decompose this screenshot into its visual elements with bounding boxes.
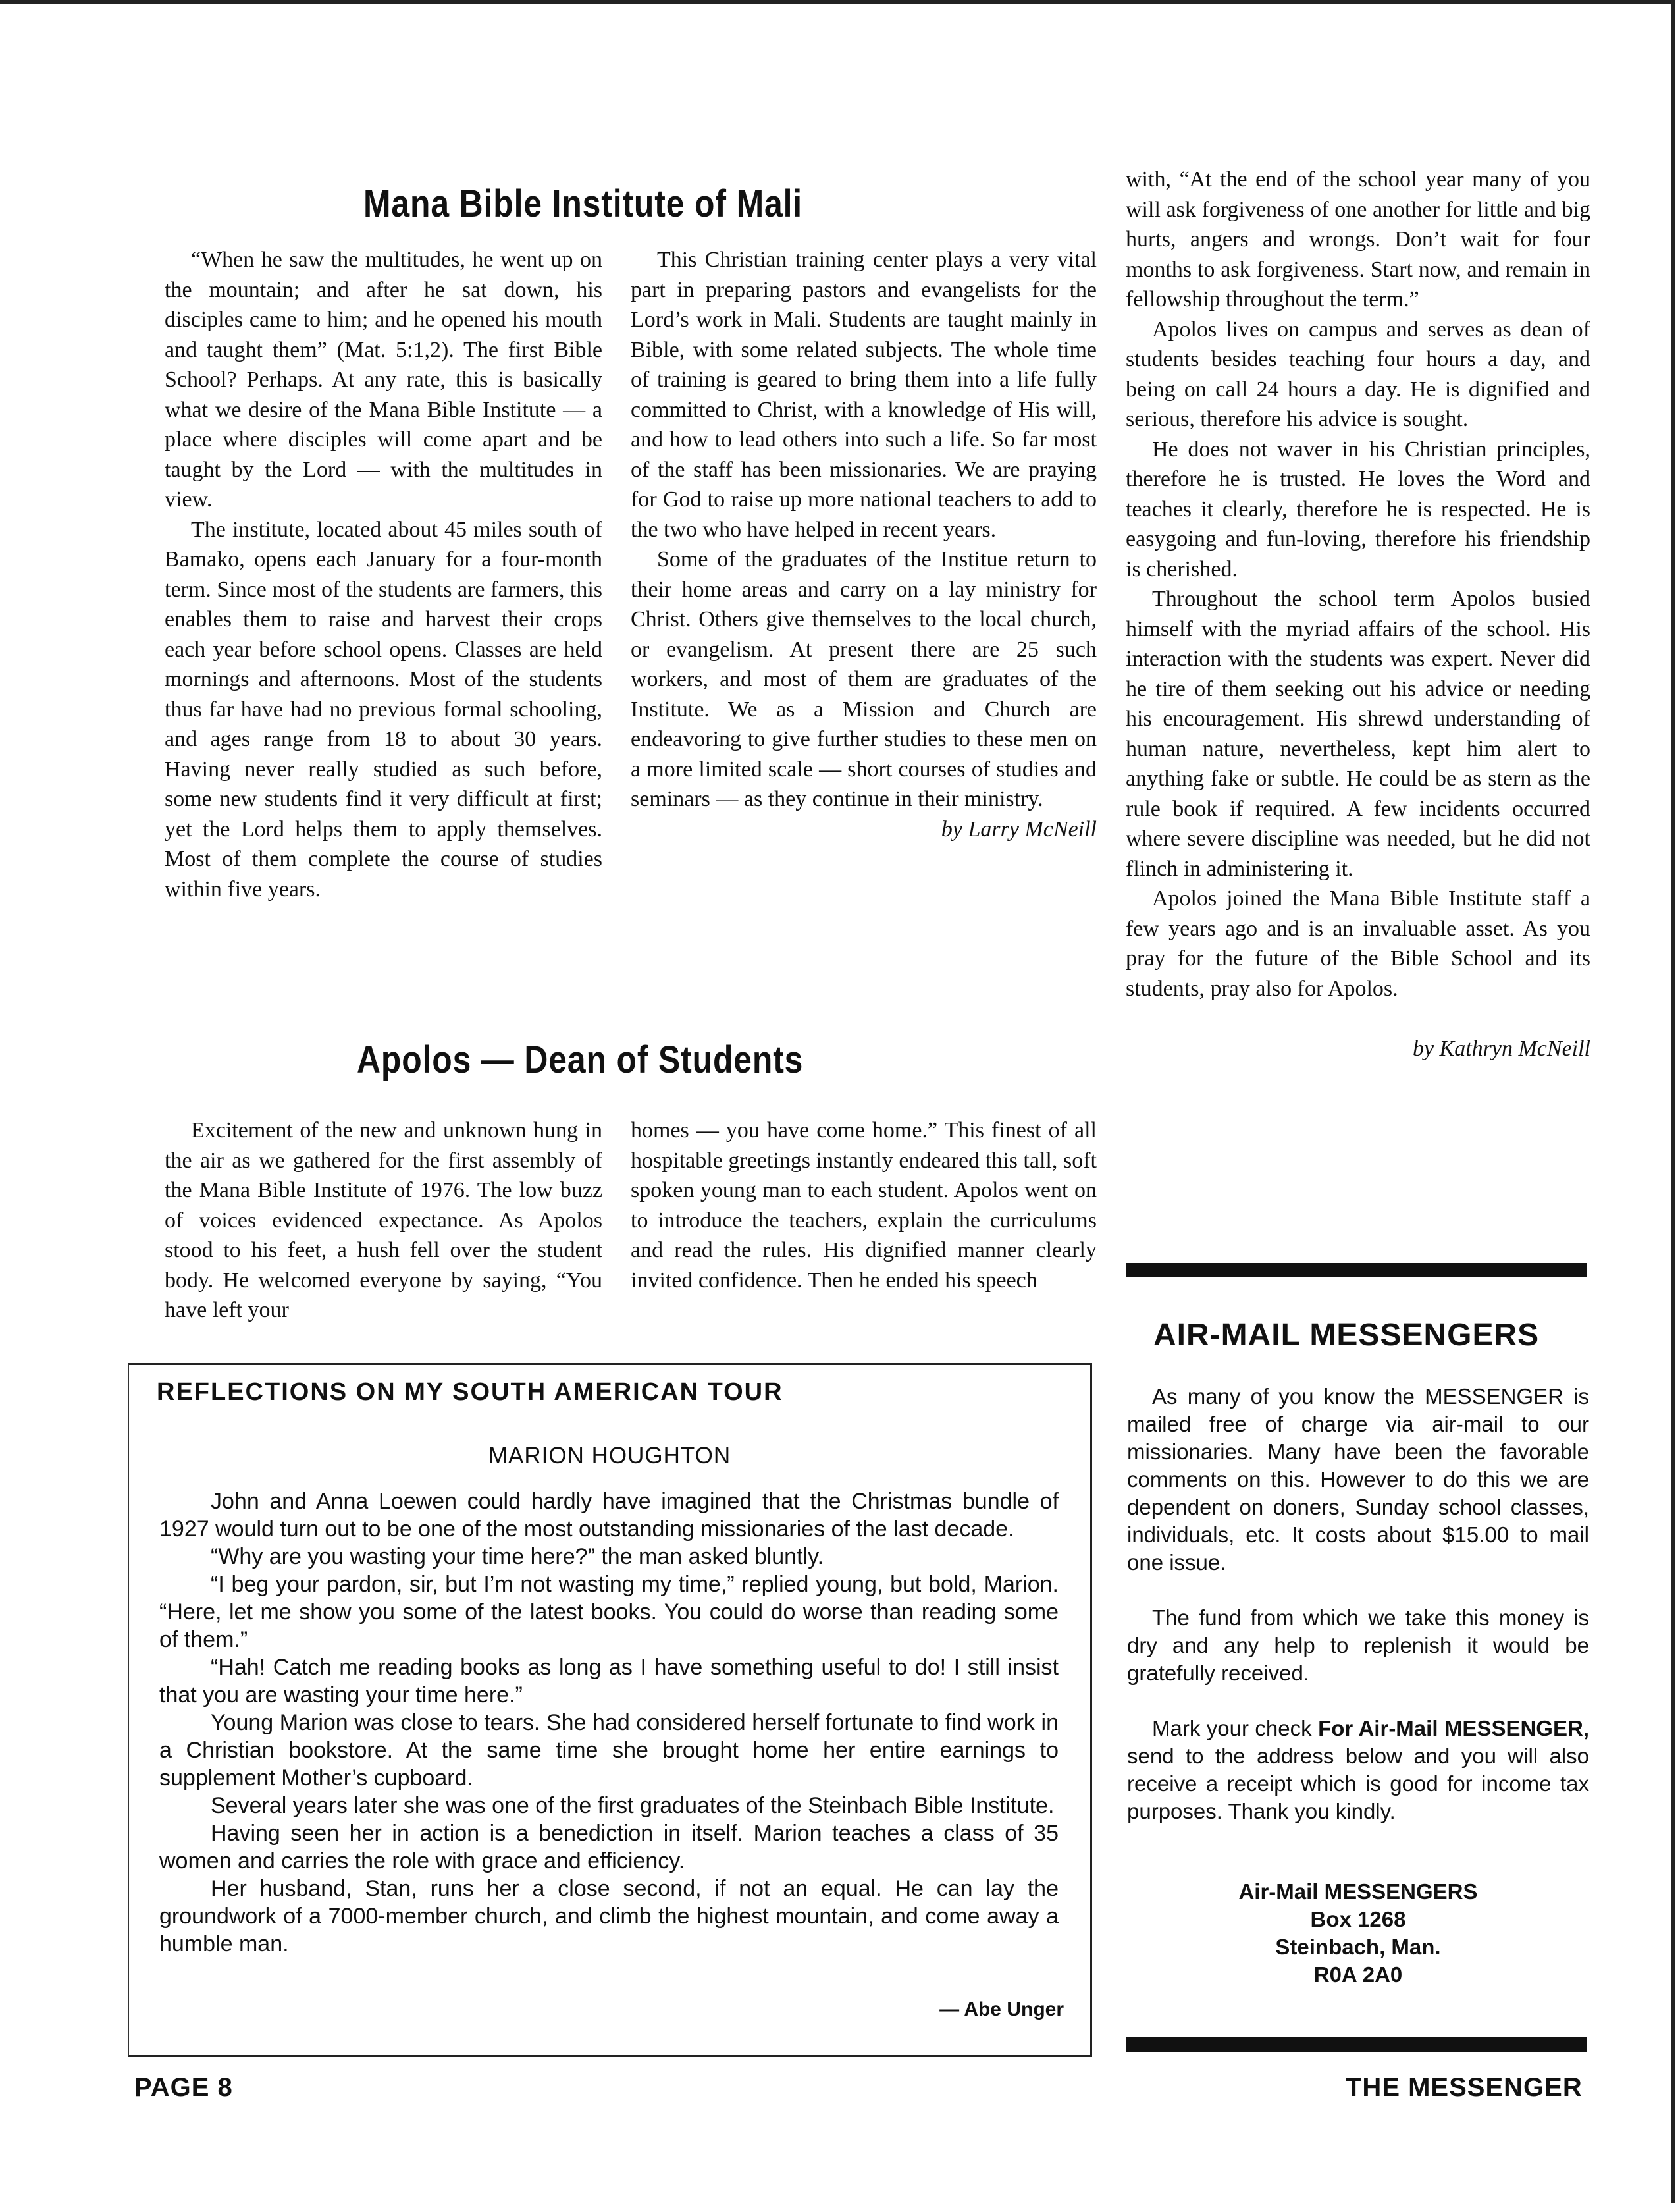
reflections-paragraph: Her husband, Stan, runs her a close second, if not an equal. He can lay the groundwork of a 7000-member church, and climb the highest mountain, and come away a humble man. [159, 1876, 1059, 1956]
address-line: Steinbach, Man. [1275, 1935, 1441, 1959]
apolos-byline: by Kathryn McNeill [1412, 1036, 1590, 1061]
reflections-box [128, 1363, 1092, 2057]
reflections-paragraph: Having seen her in action is a benediction in itself. Marion teaches a class of 35 women and carries the role with grace and efficiency. [159, 1821, 1059, 1873]
mana-col2-paragraph [631, 545, 1097, 842]
apolos-col3-paragraph: with, “At the end of the school year many of you will ask forgiveness of one another for little and big hurts, angers and wrongs. Don’t wait for four months to ask forgiveness. Start now, and remain in fellowship throughout the term.” [1126, 167, 1590, 311]
reflections-paragraph: “I beg your pardon, sir, but I’m not wasting my time,” replied young, but bold, Marion. “Here, let me show you some of the latest books. You could do worse than reading some of them.” [159, 1572, 1059, 1652]
mana-col2-last-text: Some of the graduates of the Institue return to their home areas and carry on a lay ministry for Christ. Others give themselves to the local church, or evangelism. At present there are 25 such workers, and most of them are graduates of the Institute. We as a Mission and Church are endeavoring to give further studies to these men on a more limited scale — short courses of studies and seminars — as they continue in their ministry. [631, 547, 1097, 811]
apolos-col3-paragraph: Apolos lives on campus and serves as dean of students besides teaching four hours a day, and being on call 24 hours a day. He is dignified and serious, therefore his advice is sought. [1126, 317, 1590, 431]
address-line: Air-Mail MESSENGERS [1238, 1879, 1478, 1904]
mana-article-title: Mana Bible Institute of Mali [363, 182, 803, 225]
page-number: PAGE 8 [134, 2073, 233, 2102]
airmail-check-bold: For Air-Mail MESSENGER, [1318, 1716, 1589, 1740]
apolos-column-3 [1126, 165, 1590, 1064]
airmail-bottom-rule [1126, 2037, 1587, 2052]
apolos-column-1 [165, 1115, 602, 1326]
airmail-check-lead: Mark your check [1152, 1716, 1312, 1740]
airmail-check-rest: send to the address below and you will also receive a receipt which is good for income tax purposes. Thank you kindly. [1127, 1744, 1589, 1823]
reflections-paragraph: “Why are you wasting your time here?” the man asked bluntly. [211, 1544, 824, 1569]
reflections-paragraph: Several years later she was one of the first graduates of the Steinbach Bible Institute. [211, 1793, 1055, 1818]
reflections-paragraph: “Hah! Catch me reading books as long as I have something useful to do! I still insist that you are wasting your time here.” [159, 1655, 1059, 1707]
airmail-title: AIR-MAIL MESSENGERS [1153, 1318, 1540, 1353]
apolos-col3-paragraph: He does not waver in his Christian principles, therefore he is trusted. He loves the Word and teaches it clearly, therefore he is respected. He is easygoing and fun-loving, therefore his friendship is cherished. [1126, 437, 1590, 581]
mana-column-1 [165, 245, 602, 904]
apolos-article-title: Apolos — Dean of Students [357, 1038, 804, 1081]
apolos-col3-paragraph: Apolos joined the Mana Bible Institute staff a few years ago and is an invaluable asset. As you pray for the future of the Bible School and its students, pray also for Apolos. [1126, 886, 1590, 1001]
airmail-address [1127, 1878, 1589, 1989]
reflections-paragraph: Young Marion was close to tears. She had considered herself fortunate to find work in a Christian bookstore. At the same time she brought home her entire earnings to supplement Mother’s cupboard. [159, 1710, 1059, 1790]
airmail-paragraph: The fund from which we take this money is dry and any help to replenish it would be gratefully received. [1127, 1605, 1589, 1685]
publication-name: THE MESSENGER [1346, 2073, 1583, 2102]
airmail-check-paragraph [1127, 1715, 1589, 1825]
mana-col1-paragraph: “When he saw the multitudes, he went up on the mountain; and after he sat down, his disciples came to him; and he opened his mouth and taught them” (Mat. 5:1,2). The first Bible School? Perhaps. At any rate, this is basically what we desire of the Mana Bible Institute — a place where disciples will come apart and be taught by the Lord — with the multitudes in view. [165, 248, 602, 512]
airmail-paragraph: As many of you know the MESSENGER is mailed free of charge via air-mail to our missionaries. Many have been the favorable comments on this. However to do this we are dependent on doners, Sunday school classes, individuals, etc. It costs about $15.00 to mail one issue. [1127, 1384, 1589, 1574]
mana-column-2 [631, 245, 1097, 844]
mana-col2-paragraph: This Christian training center plays a very vital part in preparing pastors and evangelists for the Lord’s work in Mali. Students are taught mainly in Bible, with some related subjects. The whole time of training is geared to bring them into a life fully committed to Christ, with a knowledge of His will, and how to lead others into such a life. So far most of the staff has been missionaries. We are praying for God to raise up more national teachers to add to the two who have helped in recent years. [631, 248, 1097, 542]
reflections-paragraph: John and Anna Loewen could hardly have imagined that the Christmas bundle of 1927 would turn out to be one of the most outstanding missionaries of the last decade. [159, 1489, 1059, 1542]
reflections-title: REFLECTIONS ON MY SOUTH AMERICAN TOUR [157, 1378, 783, 1406]
address-line: Box 1268 [1310, 1907, 1406, 1931]
apolos-col3-paragraph: Throughout the school term Apolos busied himself with the myriad affairs of the school. His interaction with the students was expert. Never did he tire of them seeking out his advice or needing his encouragement. His shrewd understanding of human nature, nevertheless, kept him alert to anything fake or subtle. He could be as stern as the rule book if required. A few incidents occurred where severe discipline was needed, but he did not flinch in administering it. [1126, 587, 1590, 881]
apolos-col1-paragraph: Excitement of the new and unknown hung in the air as we gathered for the first assembly of the Mana Bible Institute of 1976. The low buzz of voices evidenced expectance. As Apolos stood to his feet, a hush fell over the student body. He welcomed everyone by saying, “You have left your [165, 1118, 602, 1322]
mana-byline: by Larry McNeill [941, 817, 1097, 842]
mana-col1-paragraph: The institute, located about 45 miles south of Bamako, opens each January for a four-month term. Since most of the students are farmers, this enables them to raise and harvest their crops each year before school opens. Classes are held mornings and afternoons. Most of the students thus far have had no previous formal schooling, and ages range from 18 to about 30 years. Having never really studied as such before, some new students find it very difficult at first; yet the Lord helps them to apply themselves. Most of them complete the course of studies within five years. [165, 517, 602, 901]
reflections-body [159, 1488, 1059, 1958]
address-line: R0A 2A0 [1313, 1962, 1403, 1987]
apolos-column-2 [631, 1115, 1097, 1295]
apolos-col2-paragraph: homes — you have come home.” This finest of all hospitable greetings instantly endeared this tall, soft spoken young man to each student. Apolos went on to introduce the teachers, explain the curriculums and read the rules. His dignified manner clearly invited confidence. Then he ended his speech [631, 1118, 1097, 1293]
reflections-signature: — Abe Unger [939, 1999, 1064, 2020]
reflections-author: MARION HOUGHTON [488, 1443, 731, 1468]
airmail-body [1127, 1383, 1589, 1853]
airmail-top-rule [1126, 1263, 1587, 1277]
